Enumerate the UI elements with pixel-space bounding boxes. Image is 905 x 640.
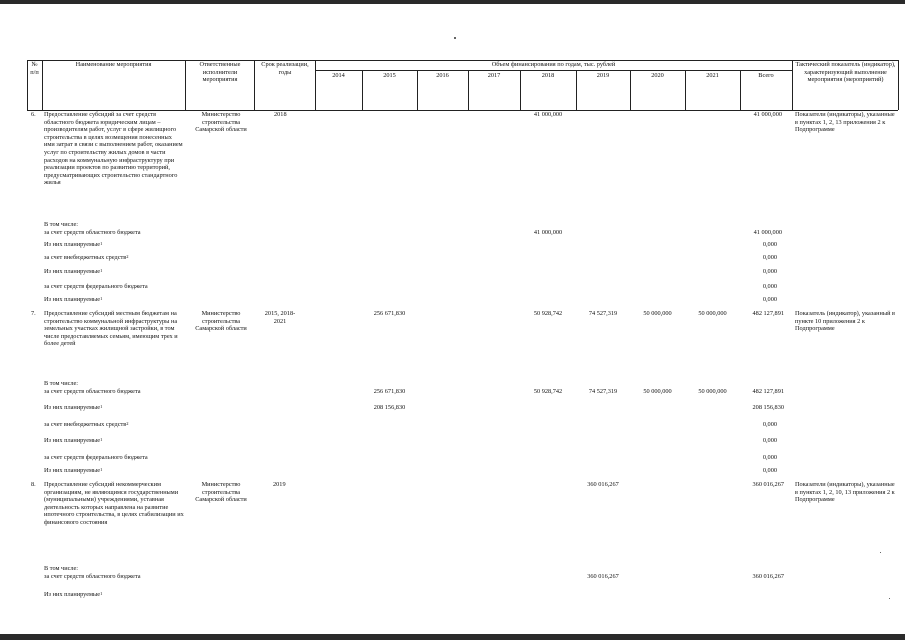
row-7-sub-1-total: 208 156,830 [752, 404, 784, 411]
row-7-resp: Министерство строительства Самарской области [195, 310, 247, 333]
row-6-sub-2-label: за счет внебюджетных средств$^2$ [44, 254, 129, 261]
row-6-term: 2018 [274, 111, 287, 118]
row-7-indicator: Показатель (индикатор), указанный в пункте 10 приложения 2 к Подпрограмме [795, 310, 896, 333]
row-7-sub-3-total: 0,000 [762, 437, 777, 444]
row-7-sub-3-label: Из них планируемые$^1$ [44, 437, 103, 444]
header-year-2017: 2017 [487, 72, 501, 79]
row-6-sub-4-label: за счет средств федерального бюджета [44, 283, 148, 290]
row-7-2019: 74 527,319 [588, 310, 618, 317]
header-term: Срок реализации, годы [261, 61, 309, 76]
row-6-resp: Министерство строительства Самарской области [195, 111, 247, 134]
row-8-sub-0-label: за счет средств областного бюджета [44, 573, 141, 580]
row-7-2020: 50 000,000 [643, 310, 672, 317]
row-7-sub-0-2020: 50 000,000 [643, 388, 672, 395]
header-year-2019: 2019 [596, 72, 610, 79]
header-indicator: Тактический показатель (индикатор), характеризующий выполнение мероприятия (мероприятий) [795, 61, 896, 84]
row-6-sub-0-label: за счет средств областного бюджета [44, 229, 141, 236]
row-8-resp: Министерство строительства Самарской области [195, 481, 247, 504]
row-6-sub-3-total: 0,000 [762, 268, 777, 275]
scan-speck [889, 598, 890, 599]
row-7-sub-1-2015: 208 156,830 [373, 404, 406, 411]
row-7-sub-0-2015: 256 671,830 [373, 388, 406, 395]
header-year-2015: 2015 [383, 72, 396, 79]
header-year-2018: 2018 [541, 72, 555, 79]
row-7-term: 2015, 2018-2021 [264, 310, 296, 325]
row-7-sub-2-total: 0,000 [762, 421, 777, 428]
row-6-sub-1-label: Из них планируемые$^1$ [44, 241, 103, 248]
row-6-sub-2-total: 0,000 [762, 254, 777, 261]
row-7-2021: 50 000,000 [698, 310, 727, 317]
row-6-2018: 41 000,000 [533, 111, 563, 118]
row-7-sub-5-label: Из них планируемые$^1$ [44, 467, 103, 474]
scan-speck [454, 37, 456, 39]
header-year-2014: 2014 [332, 72, 345, 79]
row-6-sub-5-total: 0,000 [762, 296, 777, 303]
row-7-sub-0-2021: 50 000,000 [698, 388, 727, 395]
row-7-sub-0-2019: 74 527,319 [588, 388, 618, 395]
header-years-line [315, 70, 792, 71]
row-8-term: 2019 [273, 481, 286, 488]
row-8-name: Предоставление субсидий некоммерческим организациям, не являющимся государственными (муниципальными) учреждениями, уставная деятельность которых направлена на развитие ипотечного строительства, в целях стабилизации их финансового состояния [44, 481, 184, 526]
header-year-2016: 2016 [436, 72, 449, 79]
row-7-total: 482 127,891 [752, 310, 784, 317]
row-6-sub-5-label: Из них планируемые$^1$ [44, 296, 103, 303]
row-6-indicator: Показатели (индикаторы), указанные в пунктах 1, 2, 13 приложения 2 к Подпрограмме [795, 111, 895, 134]
header-resp: Ответственные исполнители мероприятия [199, 61, 241, 84]
row-7-2018: 50 928,742 [533, 310, 563, 317]
col-line [185, 60, 186, 110]
row-8-num: 8. [31, 481, 36, 488]
row-7-incl: В том числе: [44, 380, 79, 387]
row-7-sub-0-total: 482 127,891 [752, 388, 784, 395]
row-6-incl: В том числе: [44, 221, 79, 228]
row-6-sub-1-total: 0,000 [762, 241, 777, 248]
row-7-sub-2-label: за счет внебюджетных средств$^2$ [44, 421, 129, 428]
row-7-sub-5-total: 0,000 [762, 467, 777, 474]
row-6-name: Предоставление субсидий за счет средств областного бюджета юридическим лицам – производителям работ, услуг в сфере жилищного строительства в целях возмещения понесенных ими затрат в связи с выполнением работ, оказанием услуг по строительству жилых домов в части расходов на коммунальную инфраструктуру при реализации проектов по развитию территорий, предусматривающих строительство стандартного жилья [44, 111, 183, 187]
scan-edge-top [0, 0, 905, 4]
row-6-sub-3-label: Из них планируемые$^1$ [44, 268, 103, 275]
row-7-name: Предоставление субсидий местным бюджетам на строительство коммунальной инфраструктуры на земельных участках жилищной застройки, в том числе предоставляемых семьям, имеющим трех и более детей [44, 310, 178, 348]
row-7-num: 7. [31, 310, 36, 317]
row-8-incl: В том числе: [44, 565, 79, 572]
scan-edge-bottom [0, 634, 905, 640]
row-6-total: 41 000,000 [753, 111, 782, 118]
row-6-sub-0-2018: 41 000,000 [533, 229, 563, 236]
header-year-2021: 2021 [706, 72, 719, 79]
header-year-total: Всего [758, 72, 774, 79]
row-7-sub-0-label: за счет средств областного бюджета [44, 388, 141, 395]
row-7-sub-1-label: Из них планируемые$^1$ [44, 404, 103, 411]
row-7-2015: 256 671,830 [373, 310, 406, 317]
row-6-num: 6. [31, 111, 36, 118]
row-7-sub-4-label: за счет средств федерального бюджета [44, 454, 148, 461]
row-8-2019: 360 016,267 [587, 481, 619, 488]
header-name: Наименование мероприятия [75, 61, 152, 68]
scan-speck [880, 552, 881, 553]
header-year-2020: 2020 [651, 72, 664, 79]
row-6-sub-0-total: 41 000,000 [753, 229, 782, 236]
row-8-total: 360 016,267 [752, 481, 784, 488]
row-7-sub-0-2018: 50 928,742 [533, 388, 563, 395]
row-8-sub-0-2019: 360 016,267 [587, 573, 619, 580]
header-num: № п/п [30, 61, 39, 76]
row-7-sub-4-total: 0,000 [762, 454, 777, 461]
row-8-sub-0-total: 360 016,267 [752, 573, 784, 580]
header-funding: Объем финансирования по годам, тыс. рублей [491, 61, 616, 68]
row-8-indicator: Показатели (индикаторы), указанные в пунктах 1, 2, 10, 13 приложения 2 к Подпрограмме [795, 481, 895, 504]
col-line [792, 60, 793, 110]
col-line [898, 60, 899, 110]
row-8-sub-1-label: Из них планируемые$^1$ [44, 591, 103, 598]
row-6-sub-4-total: 0,000 [762, 283, 777, 290]
